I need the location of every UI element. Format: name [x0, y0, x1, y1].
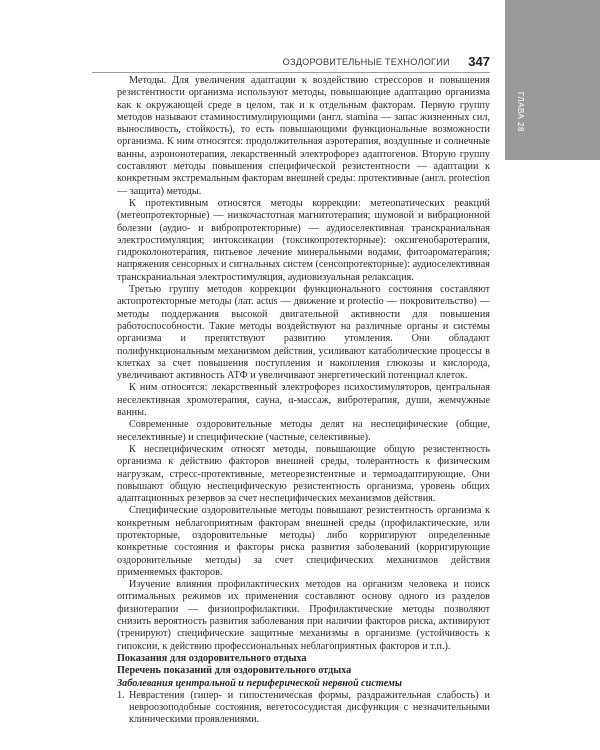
paragraph-classification: Современные оздоровительные методы делят на неспецифические (общие, неселективные) и специфические (частные, селективные). — [117, 419, 490, 443]
chapter-label: ГЛАВА 28 — [516, 92, 525, 132]
list-item-text: Неврастения (гипер- и гипостеническая формы, раздражительная слабость) и невроозоподобные состояния, вегетососудистая дисфункция с незначительными клиническими проявлениями. — [129, 689, 490, 726]
header-divider — [92, 72, 490, 73]
paragraph-methods: Методы. Для увеличения адаптации к воздействию стрессоров и повышения резистентности организма используют методы, повышающие адаптацию организма как к окружающей среде в целом, так и к отдельным факторам. Первую группу методов называют стаминостимулирующими (англ. stamina — запас жизненных сил, выносливость, стойкость), то есть повышающими функциональные возможности организма. К ним относятся: продолжительная аэротерапия, воздушные и солнечные ванны, аэроионотерапия, лекарственный электрофорез адаптогенов. Вторую группу составляют методы повышения специфической резистентности — адаптации к конкретным экстремальным факторам внешней среды: протективные (англ. protection — защита) методы. — [117, 75, 490, 197]
paragraph-protective: К протективным относятся методы коррекции: метеопатических реакций (метеопротекторные) — низкочастотная магнитотерапия; шумовой и вибрационной болезни (аудио- и вибропротекторные) — аудиоселективная транскраниальная электростимуляция; интоксикации (токсикопротекторные): оксигенобаротерапия, гидроколонотерапия, питьевое лечение минеральными водами, фитоароматерапия; напряжения сенсорных и сигнальных систем (сенсопротекторные): аудиоселективная транскраниальная электростимуляция, аудиовизуальная релаксация. — [117, 197, 490, 283]
paragraph-actoprotective: Третью группу методов коррекции функционального состояния составляют актопротекторные методы (лат. actus — движение и protectio — покровительство) — методы поддержания высокой двигательной активности для повышения работоспособности. Такие методы воздействуют на различные органы и системы организма и препятствуют развитию утомления. Они обладают полифункциональным механизмом действия, усиливают катаболические процессы в клетках за счет повышения поступления и накопления глюкозы и кислорода, увеличивают активность АТФ и увеличивают энергетический потенциал клеток. — [117, 284, 490, 382]
running-header — [0, 53, 490, 71]
category-heading: Заболевания центральной и периферической нервной системы — [117, 677, 402, 689]
paragraph-specific: Специфические оздоровительные методы повышают резистентность организма к конкретным неблагоприятным факторам внешней среды (профилактические, или протекторные, оздоровительные методы) либо корригируют определенные конкретные состояния и факторы риска развития заболеваний (корригирующие оздоровительные методы) за счет специфических механизмов действия применяемых факторов. — [117, 505, 490, 578]
list-item-number: 1. — [117, 689, 125, 701]
subsection-heading: Перечень показаний для оздоровительного отдыха — [117, 665, 352, 677]
page-number: 347 — [468, 54, 490, 70]
list-item — [117, 690, 490, 727]
paragraph-actoprotective-list: К ним относятся: лекарственный электрофорез психостимуляторов, центральная неселективная хромотерапия, сауна, α-массаж, вибротерапия, души, жемчужные ванны. — [117, 382, 490, 419]
section-heading: Показания для оздоровительного отдыха — [117, 652, 307, 664]
page-body — [117, 75, 490, 727]
running-header-title: ОЗДОРОВИТЕЛЬНЫЕ ТЕХНОЛОГИИ — [282, 56, 450, 67]
paragraph-physioprophylaxis: Изучение влияния профилактических методов на организм человека и поиск оптимальных режимов их применения составляют основу одного из разделов физиотерапии — физиопрофилактики. Профилактические методы позволяют снизить вероятность развития заболевания при наличии факторов риска, активируют (тренируют) специфические защитные механизмы в организме (устойчивость к гипоксии, к действию профессиональных неблагоприятных факторов и т.п.). — [117, 579, 490, 652]
chapter-side-tab — [505, 0, 600, 160]
paragraph-nonspecific: К неспецифическим относят методы, повышающие общую резистентность организма к действию факторов внешней среды, толерантность к физическим нагрузкам, стресс-протективные, метеорезистентные и термоадаптирующие. Они повышают общую неспецифическую резистентность организма, уровень общих адаптационных резервов за счет неспецифических механизмов действия. — [117, 443, 490, 505]
